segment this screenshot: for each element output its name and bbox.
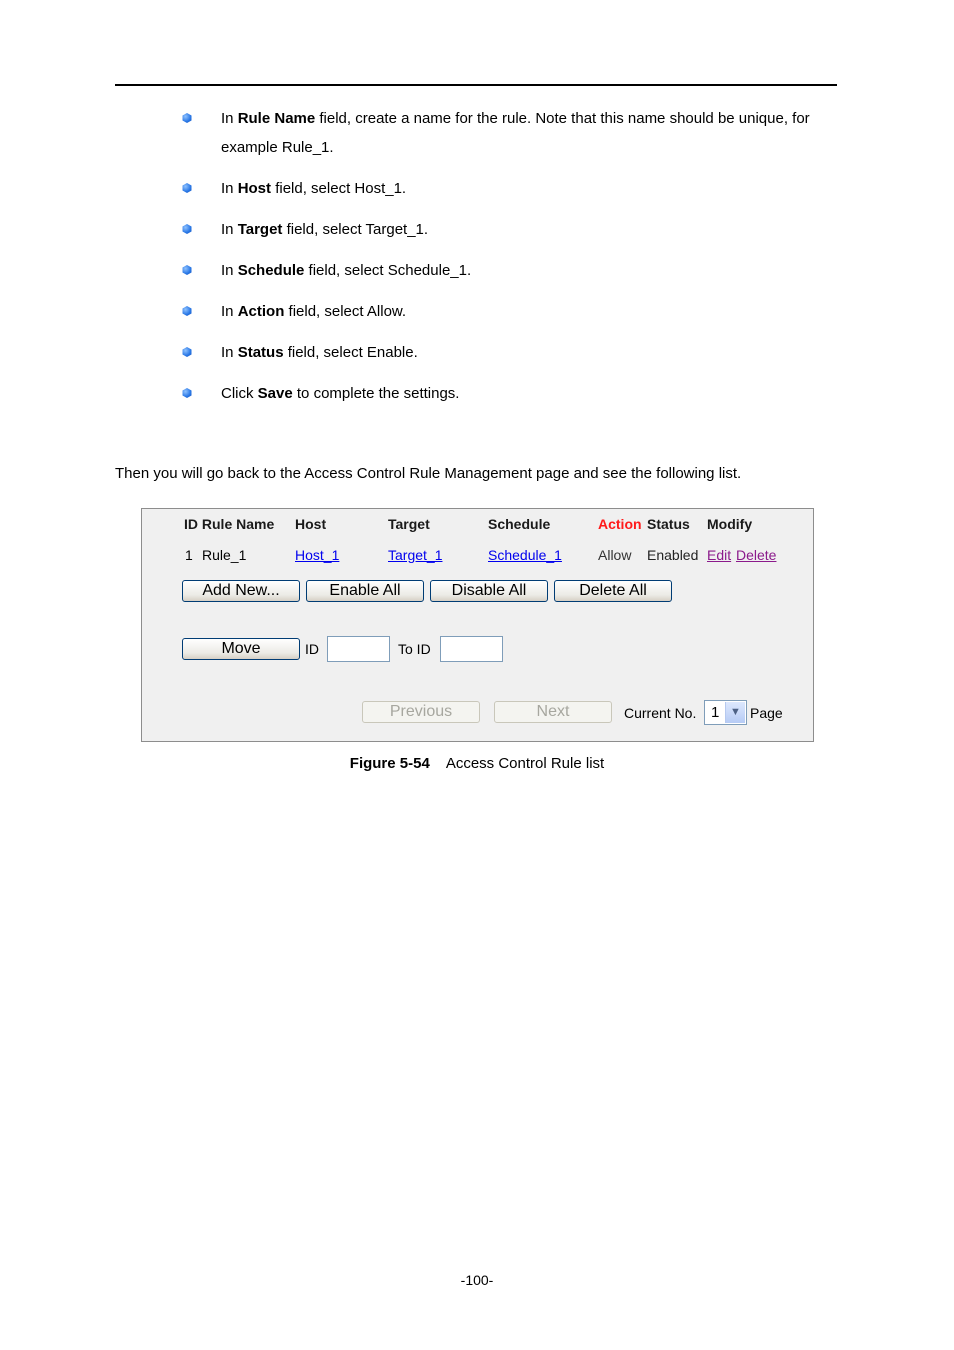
host-link[interactable]: Host_1 <box>295 547 340 563</box>
move-id-input[interactable] <box>327 636 390 662</box>
bullet-icon <box>182 113 192 123</box>
bullet-icon <box>182 388 192 398</box>
bullet-icon <box>182 224 192 234</box>
page-label: Page <box>750 705 783 721</box>
disable-all-button[interactable]: Disable All <box>430 580 548 602</box>
delete-all-button[interactable]: Delete All <box>554 580 672 602</box>
header-action: Action <box>598 516 642 532</box>
edit-link[interactable]: Edit <box>707 547 732 563</box>
header-id-rule-name: ID Rule Name <box>184 516 275 532</box>
row-action: Allow <box>598 547 632 563</box>
bullet-icon <box>182 265 192 275</box>
enable-all-button[interactable]: Enable All <box>306 580 424 602</box>
bullet-icon <box>182 347 192 357</box>
row-id: 1 <box>185 547 193 563</box>
next-button[interactable]: Next <box>494 701 612 723</box>
list-item: In Host field, select Host_1. <box>180 174 840 203</box>
current-page-value: 1 <box>711 704 720 721</box>
list-item: In Schedule field, select Schedule_1. <box>180 256 840 285</box>
list-item: In Target field, select Target_1. <box>180 215 840 244</box>
header-host: Host <box>295 516 327 532</box>
move-to-id-input[interactable] <box>440 636 503 662</box>
intro-paragraph: Then you will go back to the Access Control Rule Management page and see the following list. <box>115 465 742 482</box>
chevron-down-icon[interactable]: ▼ <box>725 702 745 723</box>
previous-button[interactable]: Previous <box>362 701 480 723</box>
bullet-icon <box>182 183 192 193</box>
schedule-link[interactable]: Schedule_1 <box>488 547 562 563</box>
page-number: -100- <box>460 1272 494 1288</box>
move-button[interactable]: Move <box>182 638 300 660</box>
delete-link[interactable]: Delete <box>736 547 777 563</box>
row-rule-name: Rule_1 <box>202 547 247 563</box>
row-status: Enabled <box>647 547 699 563</box>
current-no-label: Current No. <box>624 705 697 721</box>
list-item: In Status field, select Enable. <box>180 338 840 367</box>
list-item: In Action field, select Allow. <box>180 297 840 326</box>
header-rule <box>115 84 837 86</box>
target-link[interactable]: Target_1 <box>388 547 443 563</box>
instruction-list <box>180 104 840 420</box>
figure-label: Figure 5-54 <box>349 755 430 772</box>
access-control-rule-panel <box>141 508 814 742</box>
header-target: Target <box>388 516 430 532</box>
current-page-select[interactable] <box>704 700 747 725</box>
header-status: Status <box>647 516 690 532</box>
add-new-button[interactable]: Add New... <box>182 580 300 602</box>
header-modify: Modify <box>707 516 753 532</box>
list-item: In Rule Name field, create a name for the rule. Note that this name should be unique, for example Rule_1. <box>180 104 840 162</box>
list-item: Click Save to complete the settings. <box>180 379 840 408</box>
bullet-icon <box>182 306 192 316</box>
figure-caption <box>0 752 954 776</box>
to-id-label: To ID <box>398 641 431 657</box>
figure-title: Access Control Rule list <box>445 755 605 772</box>
id-label: ID <box>305 641 319 657</box>
header-schedule: Schedule <box>488 516 551 532</box>
